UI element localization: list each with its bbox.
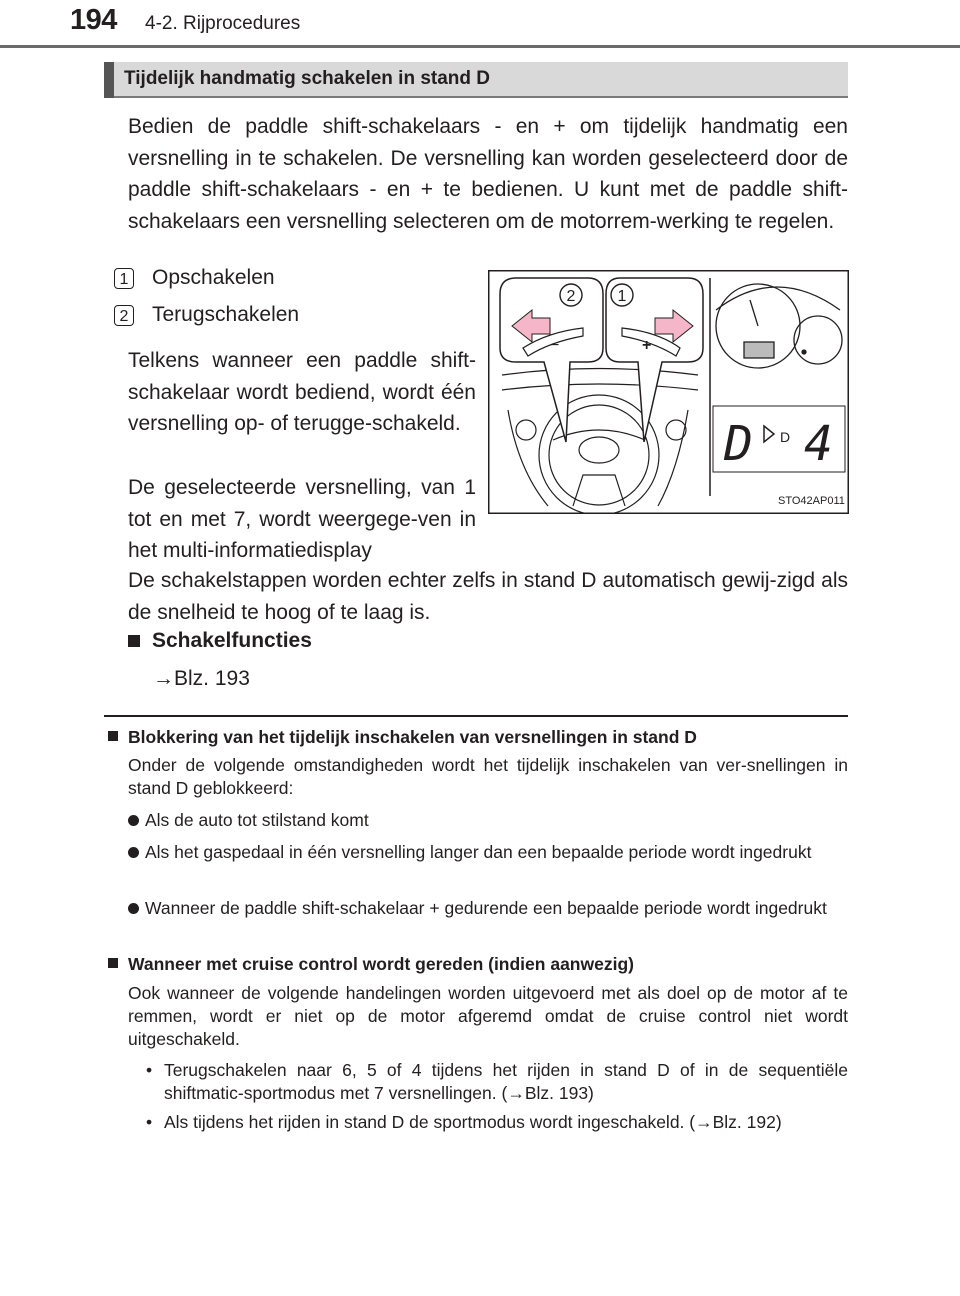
illustration-code: STO42AP011 <box>778 495 845 507</box>
note2-title: Wanneer met cruise control wordt gereden (indien aanwezig) <box>128 954 634 974</box>
number-badge-1: 1 <box>114 268 134 289</box>
number-badge-2: 2 <box>114 305 134 326</box>
note1-title: Blokkering van het tijdelijk inschakelen van versnellingen in stand D <box>128 727 697 747</box>
callout-number-1: 1 <box>617 288 627 305</box>
note2-bullet-1: Terugschakelen naar 6, 5 of 4 tijdens het rijden in stand D of in de sequentiële shiftmatic-sportmodus met 7 versnellingen. (→Blz. 193) <box>164 1060 848 1103</box>
header-divider <box>0 45 960 48</box>
note1-text: Onder de volgende omstandigheden wordt het tijdelijk inschakelen van ver-snellingen in stand D geblokkeerd: <box>128 755 848 798</box>
bullet-dot-icon <box>128 903 139 914</box>
page-number: 194 <box>70 4 117 36</box>
paragraph-display: De geselecteerde versnelling, van 1 tot en met 7, wordt weergege-ven in het multi-informatiedisplay <box>128 476 476 562</box>
notes-divider <box>104 715 848 717</box>
paddle-plus-label: + <box>642 337 652 354</box>
note2-bullet-2: Als tijdens het rijden in stand D de sportmodus wordt ingeschakeld. (→Blz. 192) <box>164 1112 782 1132</box>
display-gear-number: 4 <box>804 416 833 472</box>
paragraph-shift-step: Telkens wanneer een paddle shift-schakelaar wordt bediend, wordt één versnelling op- of terugge-schakeld. <box>128 349 476 435</box>
subsection-title: Schakelfuncties <box>152 629 312 652</box>
note-square-icon <box>108 731 118 741</box>
heading-accent-bar <box>104 62 114 98</box>
note1-bullet-3: Wanneer de paddle shift-schakelaar + gedurende een bepaalde periode wordt ingedrukt <box>145 898 827 918</box>
display-gear-d: D <box>724 416 753 472</box>
bullet-dot-icon <box>128 815 139 826</box>
item-label-downshift: Terugschakelen <box>152 303 300 326</box>
page-heading: Tijdelijk handmatig schakelen in stand D <box>124 68 491 89</box>
display-mode-d: D <box>780 429 791 445</box>
square-bullet-icon <box>128 635 140 647</box>
bullet-marker: • <box>146 1112 153 1132</box>
intro-paragraph: Bedien de paddle shift-schakelaars - en + om tijdelijk handmatig een versnelling in te schakelen. De versnelling kan worden geselecteerd door de paddle shift-schakelaars - en + te bedienen. U kunt met de paddle shift-schakelaars een versnelling selecteren om de motorrem-werking te regelen. <box>128 115 848 233</box>
paddle-shift-illustration <box>488 270 849 514</box>
note1-bullet-1: Als de auto tot stilstand komt <box>145 810 369 830</box>
note1-bullet-2: Als het gaspedaal in één versnelling langer dan een bepaalde periode wordt ingedrukt <box>145 842 812 862</box>
paragraph-automatic: De schakelstappen worden echter zelfs in stand D automatisch gewij-zigd als de snelheid te hoog of te laag is. <box>128 569 848 624</box>
section-title: 4-2. Rijprocedures <box>145 13 301 34</box>
callout-number-2: 2 <box>566 288 576 305</box>
note2-text: Ook wanneer de volgende handelingen worden uitgevoerd met als doel op de motor af te remmen, wordt er niet op de motor afgeremd omdat de cruise control niet wordt uitgeschakeld. <box>128 983 848 1049</box>
bullet-dot-icon <box>128 847 139 858</box>
paddle-minus-label: − <box>550 337 560 354</box>
item-label-upshift: Opschakelen <box>152 266 275 289</box>
page-reference: →Blz. 193 <box>153 667 250 690</box>
bullet-marker: • <box>146 1060 153 1080</box>
note-square-icon <box>108 958 118 968</box>
